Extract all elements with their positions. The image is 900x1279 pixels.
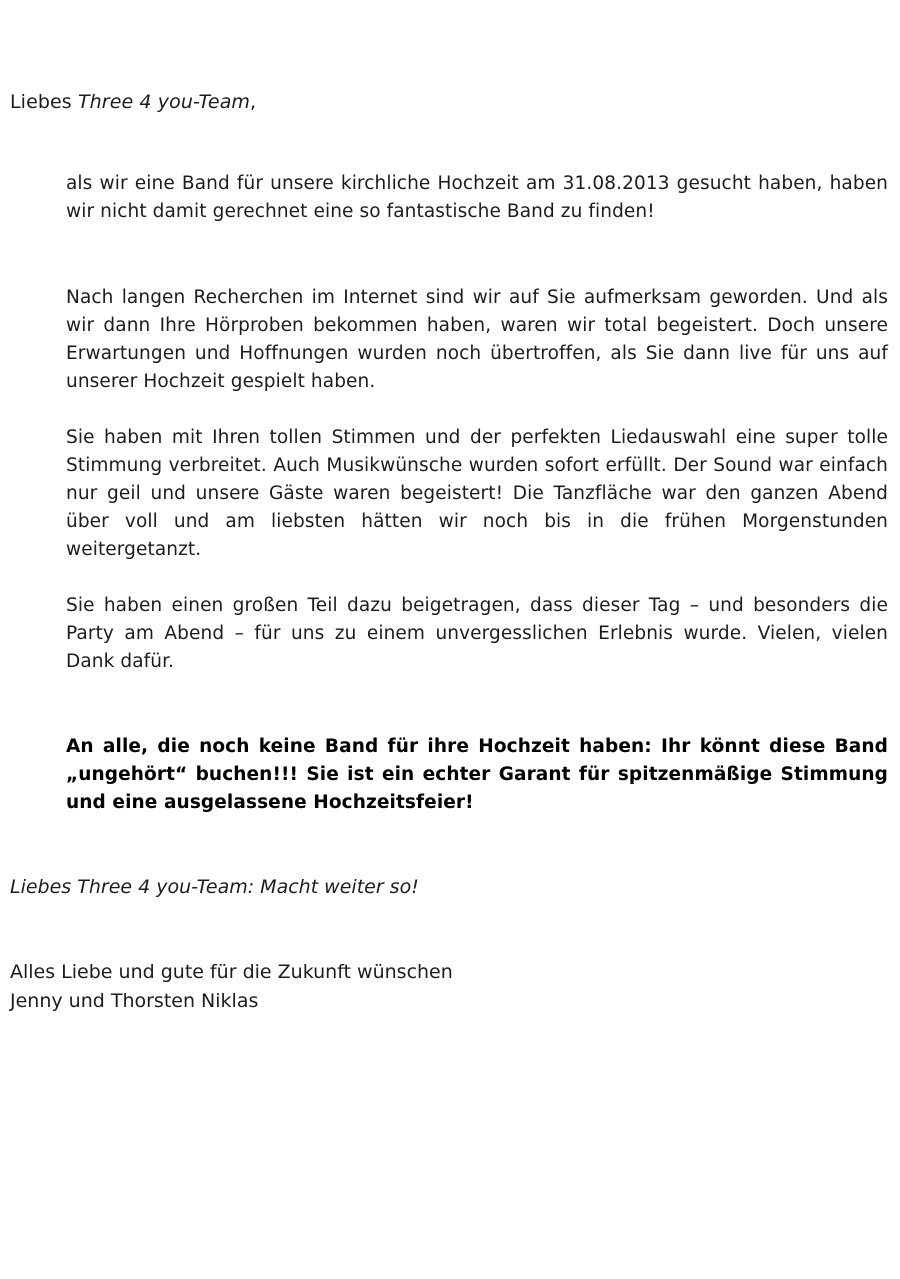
paragraph-thanks: Sie haben einen großen Teil dazu beigetragen, dass dieser Tag – und besonders die Party am Abend – für uns zu einem unvergesslichen Erlebnis wurde. Vielen, vielen Dank dafür. [66,595,888,672]
paragraph-intro: als wir eine Band für unsere kirchliche Hochzeit am 31.08.2013 gesucht haben, haben wir nicht damit gerechnet eine so fantastische Band zu finden! [66,173,888,222]
paragraph-research: Nach langen Recherchen im Internet sind wir auf Sie aufmerksam geworden. Und als wir dann Ihre Hörproben bekommen haben, waren wir total begeistert. Doch unsere Erwartungen und Hoffnungen wurden noch übertroffen, als Sie dann live für uns auf unserer Hochzeit gespielt haben. [66,287,888,392]
recommendation-text: An alle, die noch keine Band für ihre Hochzeit haben: Ihr könnt diese Band „ungehört“ buchen!!! Sie ist ein echter Garant für spitzenmäßige Stimmung und eine ausgelassene Hochzeitsfeier! [66,736,888,813]
salutation [10,88,256,116]
salutation-name: Three 4 you-Team [77,91,251,113]
salutation-suffix: , [250,91,257,113]
regards-block [10,958,453,1016]
regards-line: Alles Liebe und gute für die Zukunft wünschen [10,961,453,983]
salutation-prefix: Liebes [10,91,78,113]
closing-line: Liebes Three 4 you-Team: Macht weiter so! [10,876,419,898]
paragraph-performance: Sie haben mit Ihren tollen Stimmen und der perfekten Liedauswahl eine super tolle Stimmung verbreitet. Auch Musikwünsche wurden sofort erfüllt. Der Sound war einfach nur geil und unsere Gäste waren begeistert! Die Tanzfläche war den ganzen Abend über voll und am liebsten hätten wir noch bis in die frühen Morgenstunden weitergetanzt. [66,427,888,560]
signature: Jenny und Thorsten Niklas [10,990,259,1012]
